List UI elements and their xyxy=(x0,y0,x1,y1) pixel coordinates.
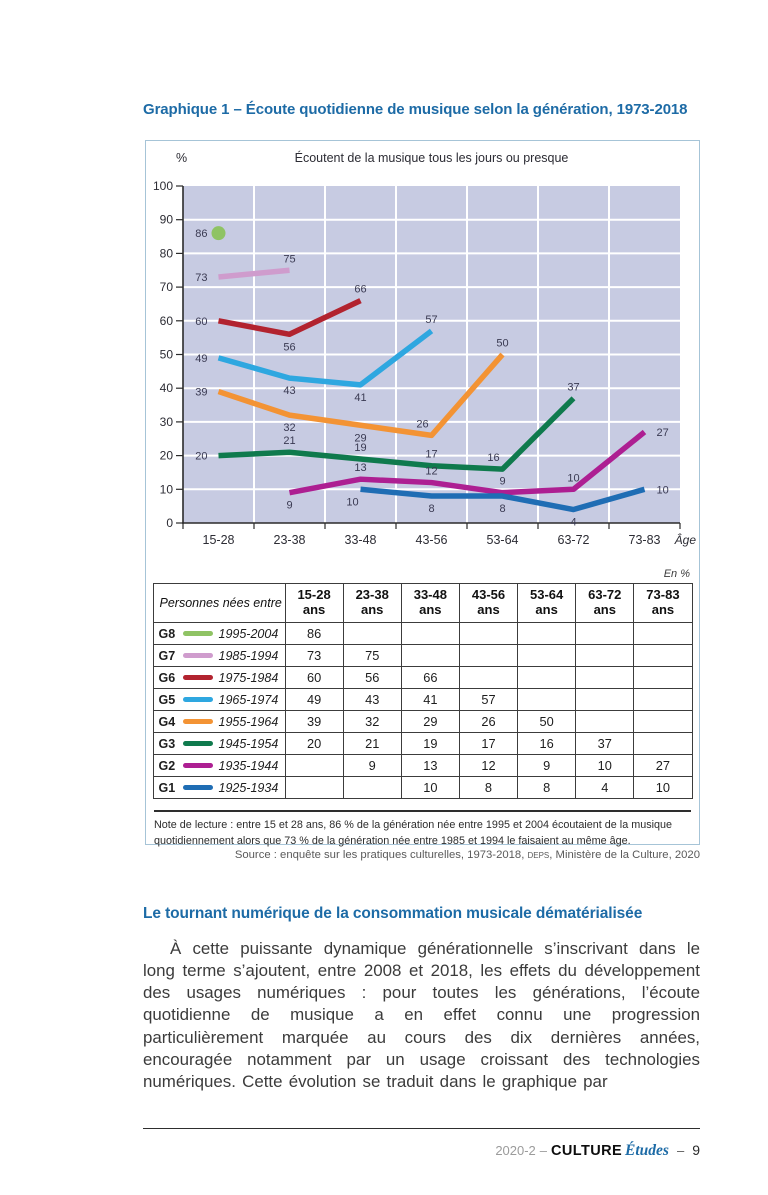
table-cell: 8 xyxy=(459,777,517,799)
table-cell: 39 xyxy=(285,711,343,733)
table-cell: 73 xyxy=(285,645,343,667)
data-label: 27 xyxy=(656,427,669,440)
x-tick-label: 23-38 xyxy=(273,533,306,547)
x-tick-label: 33-48 xyxy=(344,533,377,547)
graphique-title: Graphique 1 – Écoute quotidienne de musique selon la génération, 1973-2018 xyxy=(143,101,688,118)
data-label: 21 xyxy=(283,435,296,448)
table-cell: 49 xyxy=(285,689,343,711)
data-label: 41 xyxy=(354,391,367,404)
data-label: 73 xyxy=(195,271,208,284)
table-cell: 29 xyxy=(401,711,459,733)
y-tick-label: 80 xyxy=(159,246,173,261)
table-cell xyxy=(518,667,576,689)
data-label: 9 xyxy=(499,475,506,488)
x-tick-label: 63-72 xyxy=(557,533,590,547)
data-label: 49 xyxy=(195,352,208,365)
issue-number: 2020-2 xyxy=(495,1143,536,1158)
table-cell: 50 xyxy=(518,711,576,733)
table-header-row xyxy=(153,584,692,623)
data-label: 16 xyxy=(487,452,500,465)
generation-tag: G8 xyxy=(158,627,176,642)
footer-rule xyxy=(143,1128,700,1129)
data-label: 50 xyxy=(496,337,509,350)
data-label: 60 xyxy=(195,315,208,328)
table-row-G4 xyxy=(153,711,692,733)
chart-svg xyxy=(146,141,698,565)
table-cell xyxy=(401,645,459,667)
data-label: 75 xyxy=(283,253,296,266)
note-divider xyxy=(154,810,691,812)
table-header xyxy=(153,584,692,623)
table-cell xyxy=(576,711,634,733)
y-tick-label: 70 xyxy=(159,280,173,295)
data-label: 8 xyxy=(499,503,506,516)
table-row-G3 xyxy=(153,733,692,755)
data-label: 9 xyxy=(286,499,293,512)
table-cell xyxy=(343,777,401,799)
row-header-label: Personnes nées entre xyxy=(153,584,285,623)
generation-legend-G3 xyxy=(153,733,285,755)
legend-swatch-G2 xyxy=(183,763,213,768)
x-tick-label: 73-83 xyxy=(628,533,661,547)
data-label: 8 xyxy=(428,503,435,516)
generation-legend-G8 xyxy=(153,623,285,645)
data-label: 12 xyxy=(425,465,438,478)
series-point-G8 xyxy=(212,226,226,240)
section-heading: Le tournant numérique de la consommation musicale dématérialisée xyxy=(143,905,643,922)
data-label: 86 xyxy=(195,228,208,241)
table-cell: 86 xyxy=(285,623,343,645)
table-cell: 10 xyxy=(401,777,459,799)
data-label: 4 xyxy=(570,516,577,529)
table-cell: 8 xyxy=(518,777,576,799)
col-header-33-48: 33-48 ans xyxy=(401,584,459,623)
footer-dash: – xyxy=(539,1143,548,1158)
table-cell xyxy=(634,733,692,755)
y-tick-label: 10 xyxy=(159,482,173,497)
legend-swatch-G7 xyxy=(183,653,213,658)
generation-period: 1995-2004 xyxy=(218,627,279,642)
page-number: 9 xyxy=(692,1142,700,1158)
table-cell xyxy=(576,667,634,689)
table-cell xyxy=(401,623,459,645)
data-label: 57 xyxy=(425,313,438,326)
y-tick-label: 100 xyxy=(152,179,173,193)
generation-period: 1945-1954 xyxy=(218,737,279,752)
y-tick-label: 90 xyxy=(159,212,173,227)
x-tick-label: 53-64 xyxy=(486,533,519,547)
col-header-63-72: 63-72 ans xyxy=(576,584,634,623)
table-cell: 9 xyxy=(343,755,401,777)
y-tick-label: 0 xyxy=(166,516,173,530)
generation-tag: G2 xyxy=(158,759,176,774)
table-cell: 4 xyxy=(576,777,634,799)
data-label: 10 xyxy=(656,484,669,497)
table-row-G1 xyxy=(153,777,692,799)
table-cell xyxy=(576,689,634,711)
generation-period: 1935-1944 xyxy=(218,759,279,774)
etudes-logo: Études xyxy=(625,1142,669,1159)
legend-swatch-G4 xyxy=(183,719,213,724)
table-cell xyxy=(343,623,401,645)
table-cell xyxy=(459,667,517,689)
col-header-23-38: 23-38 ans xyxy=(343,584,401,623)
generation-legend-G1 xyxy=(153,777,285,799)
table-cell xyxy=(285,777,343,799)
y-tick-label: 60 xyxy=(159,313,173,328)
table-cell: 27 xyxy=(634,755,692,777)
x-tick-label: 15-28 xyxy=(202,533,235,547)
generation-tag: G7 xyxy=(158,649,176,664)
generation-legend-G4 xyxy=(153,711,285,733)
data-label: 66 xyxy=(354,283,367,296)
x-axis-title: Âge xyxy=(674,533,696,547)
data-label: 19 xyxy=(354,441,367,454)
generation-legend-G6 xyxy=(153,667,285,689)
table-cell: 20 xyxy=(285,733,343,755)
generation-tag: G3 xyxy=(158,737,176,752)
table-row-G8 xyxy=(153,623,692,645)
data-table xyxy=(153,583,693,799)
culture-logo: CULTURE xyxy=(551,1143,623,1159)
chart-subtitle: Écoutent de la musique tous les jours ou presque xyxy=(294,151,569,165)
table-cell xyxy=(634,645,692,667)
table-cell xyxy=(576,623,634,645)
generation-legend-G7 xyxy=(153,645,285,667)
col-header-43-56: 43-56 ans xyxy=(459,584,517,623)
table-cell xyxy=(634,623,692,645)
data-label: 10 xyxy=(567,472,580,485)
table-cell: 13 xyxy=(401,755,459,777)
table-cell xyxy=(518,689,576,711)
table-cell xyxy=(518,645,576,667)
col-header-15-28: 15-28 ans xyxy=(285,584,343,623)
source-line xyxy=(143,849,700,861)
table-cell xyxy=(459,645,517,667)
table-cell xyxy=(518,623,576,645)
y-tick-label: 30 xyxy=(159,414,173,429)
y-unit-label: % xyxy=(176,151,188,165)
generation-period: 1955-1964 xyxy=(218,715,279,730)
table-cell: 10 xyxy=(576,755,634,777)
generation-period: 1965-1974 xyxy=(218,693,279,708)
table-cell: 66 xyxy=(401,667,459,689)
table-cell xyxy=(634,689,692,711)
table-row-G2 xyxy=(153,755,692,777)
data-label: 43 xyxy=(283,385,296,398)
legend-swatch-G5 xyxy=(183,697,213,702)
table-cell xyxy=(634,711,692,733)
table-cell: 12 xyxy=(459,755,517,777)
table-cell xyxy=(459,623,517,645)
line-chart xyxy=(146,141,699,565)
table-cell: 32 xyxy=(343,711,401,733)
figure-box xyxy=(145,140,700,845)
data-label: 39 xyxy=(195,386,208,399)
table-cell: 16 xyxy=(518,733,576,755)
table-cell xyxy=(634,667,692,689)
legend-swatch-G6 xyxy=(183,675,213,680)
generation-period: 1925-1934 xyxy=(218,781,279,796)
source-text-end: , Ministère de la Culture, 2020 xyxy=(549,849,700,861)
table-row-G6 xyxy=(153,667,692,689)
y-tick-label: 20 xyxy=(159,448,173,463)
table-cell: 17 xyxy=(459,733,517,755)
table-cell: 21 xyxy=(343,733,401,755)
table-row-G5 xyxy=(153,689,692,711)
footer-dash-2: – xyxy=(676,1143,685,1158)
col-header-53-64: 53-64 ans xyxy=(518,584,576,623)
table-cell: 56 xyxy=(343,667,401,689)
col-header-73-83: 73-83 ans xyxy=(634,584,692,623)
generation-tag: G6 xyxy=(158,671,176,686)
legend-swatch-G1 xyxy=(183,785,213,790)
generation-legend-G2 xyxy=(153,755,285,777)
y-tick-label: 40 xyxy=(159,381,173,396)
table-row-G7 xyxy=(153,645,692,667)
table-cell: 26 xyxy=(459,711,517,733)
legend-swatch-G8 xyxy=(183,631,213,636)
x-tick-label: 43-56 xyxy=(415,533,448,547)
generation-legend-G5 xyxy=(153,689,285,711)
data-label: 32 xyxy=(283,422,296,435)
data-label: 20 xyxy=(195,450,208,463)
table-cell: 75 xyxy=(343,645,401,667)
table-cell: 57 xyxy=(459,689,517,711)
data-label: 17 xyxy=(425,448,438,461)
generation-tag: G4 xyxy=(158,715,176,730)
table-cell: 37 xyxy=(576,733,634,755)
data-label: 10 xyxy=(346,496,359,509)
table-cell: 9 xyxy=(518,755,576,777)
data-label: 26 xyxy=(416,418,429,431)
table-cell: 41 xyxy=(401,689,459,711)
legend-swatch-G3 xyxy=(183,741,213,746)
y-tick-label: 50 xyxy=(159,347,173,362)
table-cell: 19 xyxy=(401,733,459,755)
table-cell: 60 xyxy=(285,667,343,689)
table-unit-label: En % xyxy=(663,568,690,580)
data-label: 37 xyxy=(567,381,580,394)
data-label: 56 xyxy=(283,341,296,354)
generation-tag: G5 xyxy=(158,693,176,708)
data-label: 29 xyxy=(354,432,367,445)
body-paragraph: À cette puissante dynamique générationnelle s’inscrivant dans le long terme s’ajoutent, entre 2008 et 2018, les effets du développement des usages numériques : pour toutes les générations, l’écoute quotidienne de musique a en effet connu une progression particulièrement marquée au cours des dix dernières années, encouragée notamment par un usage croissant des technologies numériques. Cette évolution se traduit dans le graphique par xyxy=(143,939,700,1091)
generation-period: 1975-1984 xyxy=(218,671,279,686)
page-footer xyxy=(143,1142,700,1160)
source-text: Source : enquête sur les pratiques culturelles, 1973-2018, xyxy=(234,849,528,861)
generation-period: 1985-1994 xyxy=(218,649,279,664)
table-cell: 43 xyxy=(343,689,401,711)
table-cell xyxy=(576,645,634,667)
reading-note: Note de lecture : entre 15 et 28 ans, 86 % de la génération née entre 1995 et 2004 écoutaient de la musique quotidiennement alors que 73 % de la génération née entre 1985 et 1994 le faisaient au même âge. xyxy=(154,818,673,847)
source-deps: deps xyxy=(527,849,550,861)
table-cell: 10 xyxy=(634,777,692,799)
table-cell xyxy=(285,755,343,777)
generation-tag: G1 xyxy=(158,781,176,796)
table-body xyxy=(153,623,692,799)
data-label: 13 xyxy=(354,462,367,475)
